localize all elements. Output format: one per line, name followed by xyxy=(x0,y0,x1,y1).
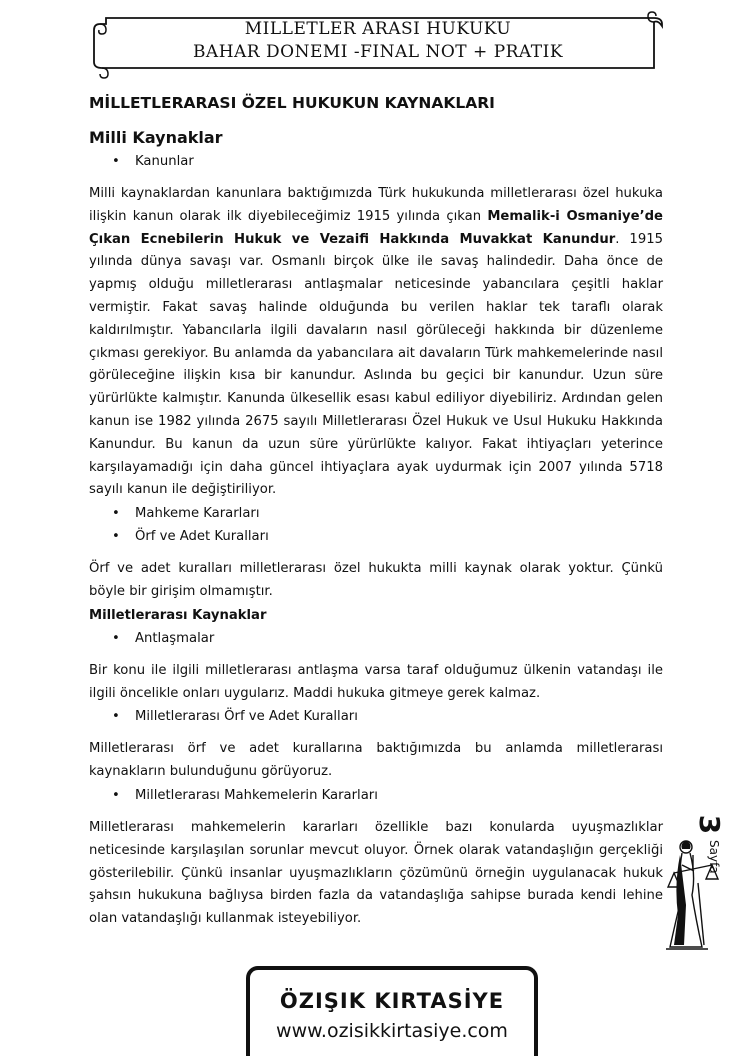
list-item xyxy=(89,525,663,548)
footer-banner xyxy=(246,966,538,1056)
paragraph-int-orf: Milletlerarası örf ve adet kurallarına baktığımızda bu anlamda milletlerarası kaynakların bulunduğunu görüyoruz. xyxy=(89,741,663,780)
section-heading-milli: Milli Kaynaklar xyxy=(89,128,223,147)
bullet-icon: • xyxy=(112,529,120,545)
header-title xyxy=(118,18,638,64)
section-heading-int: Milletlerarası Kaynaklar xyxy=(89,607,267,623)
paragraph-orf: Örf ve adet kuralları milletlerarası özel hukukta milli kaynak olarak yoktur. Çünkü böyle bir girişim olmamıştır. xyxy=(89,561,663,599)
page-number: 3 xyxy=(693,814,727,835)
list-item-label: Milletlerarası Örf ve Adet Kuralları xyxy=(135,709,358,725)
list-item xyxy=(89,627,663,650)
bullet-list xyxy=(89,784,663,807)
list-item xyxy=(89,784,663,807)
header-line-2: BAHAR DONEMI -FINAL NOT + PRATIK xyxy=(192,42,564,62)
list-item xyxy=(89,502,663,525)
document-title: MİLLETLERARASI ÖZEL HUKUKUN KAYNAKLARI xyxy=(89,94,495,112)
footer-url[interactable]: www.ozisikkirtasiye.com xyxy=(276,1020,508,1042)
paragraph-kanunlar xyxy=(89,183,663,502)
bullet-icon: • xyxy=(112,506,120,522)
header-line-1: MILLETLER ARASI HUKUKU xyxy=(244,19,512,39)
header-banner xyxy=(88,10,668,80)
page-label: Sayfa xyxy=(707,840,721,874)
bullet-icon: • xyxy=(112,154,120,169)
law-name-bold: Memalik-i Osmaniye’de Çıkan Ecnebilerin Hukuk ve Vezaifi Hakkında Muvakkat Kanundur xyxy=(89,208,663,247)
list-item-label: Örf ve Adet Kuralları xyxy=(135,529,269,545)
paragraph-antlasmalar: Bir konu ile ilgili milletlerarası antlaşma varsa taraf olduğumuz ülkenin vatandaşı ile ilgili öncelikle onları uygularız. Maddi hukuka gitmeye gerek kalmaz. xyxy=(89,662,663,701)
list-item-label: Mahkeme Kararları xyxy=(135,506,260,522)
paragraph-int-mahkeme: Milletlerarası mahkemelerin kararları özellikle bazı konularda uyuşmazlıklar neticesinde karşılaşılan sorunlar mevcut oluyor. Örnek olarak vatandaşlığın gerçekliği gösterilebilir. Çünkü insanlar uyuşmazlıkların çözümünü örneğin uygulanacak hukuk şahsın hukukuna bağlıysa birden fazla da vatandaşlığa sahipse burada kendi lehine olan vatandaşlığı kullanmak isteyebiliyor. xyxy=(89,819,663,927)
paragraph-text: . 1915 yılında dünya savaşı var. Osmanlı birçok ülke ile savaş halindedir. Daha önce de yapmış olduğu milletlerarası antlaşmalar neticesinde yabancılara çeşitli haklar vermiştir. Fakat savaş halinde olduğunda bu verilen haklar tek taraflı olarak kaldırılmıştır. Yabancılarla ilgili davaların nasıl görüleceği hakkında bir düzenleme çıkması gerekiyor. Bu anlamda da yabancılara ait davaların Türk mahkemelerinde nasıl görüleceğine ilişkin kısa bir kanundur. Aslında bu geçici bir kanundur. Uzun süre yürürlükte kalmıştır. Kanunda ülkesellik esası kabul ediliyor diyebiliriz. Ardından gelen kanun ise 1982 yılında 2675 sayılı Milletlerarası Özel Hukuk ve Usul Hukuku Hakkında Kanundur. Bu kanun da uzun süre yürürlükte kalıyor. Fakat ihtiyaçları yeterince karşılayamadığı için daha güncel ihtiyaçlara ayak uydurmak için 2007 yılında 5718 sayılı kanun ile değiştiriliyor. xyxy=(89,231,663,498)
list-item-label: Milletlerarası Mahkemelerin Kararları xyxy=(135,787,378,803)
bullet-icon: • xyxy=(112,630,120,646)
bullet-list xyxy=(89,627,663,650)
bullet-list xyxy=(89,705,663,728)
bullet-list xyxy=(89,502,663,548)
list-item xyxy=(89,150,663,173)
bullet-icon: • xyxy=(112,787,120,803)
paragraph-text: Milli kaynaklardan kanunlara baktığımızda Türk hukukunda milletlerarası özel hukuka ilişkin kanun olarak ilk diyebileceğimiz 1915 yılında çıkan xyxy=(89,186,663,224)
footer-brand: ÖZIŞIK KIRTASİYE xyxy=(279,989,505,1013)
bullet-icon: • xyxy=(112,709,120,725)
lady-justice-icon xyxy=(660,825,745,955)
document-body xyxy=(89,92,663,931)
list-item-label: Antlaşmalar xyxy=(135,630,215,646)
list-item xyxy=(89,705,663,728)
bullet-list xyxy=(89,150,663,173)
list-item-label: Kanunlar xyxy=(135,154,194,169)
